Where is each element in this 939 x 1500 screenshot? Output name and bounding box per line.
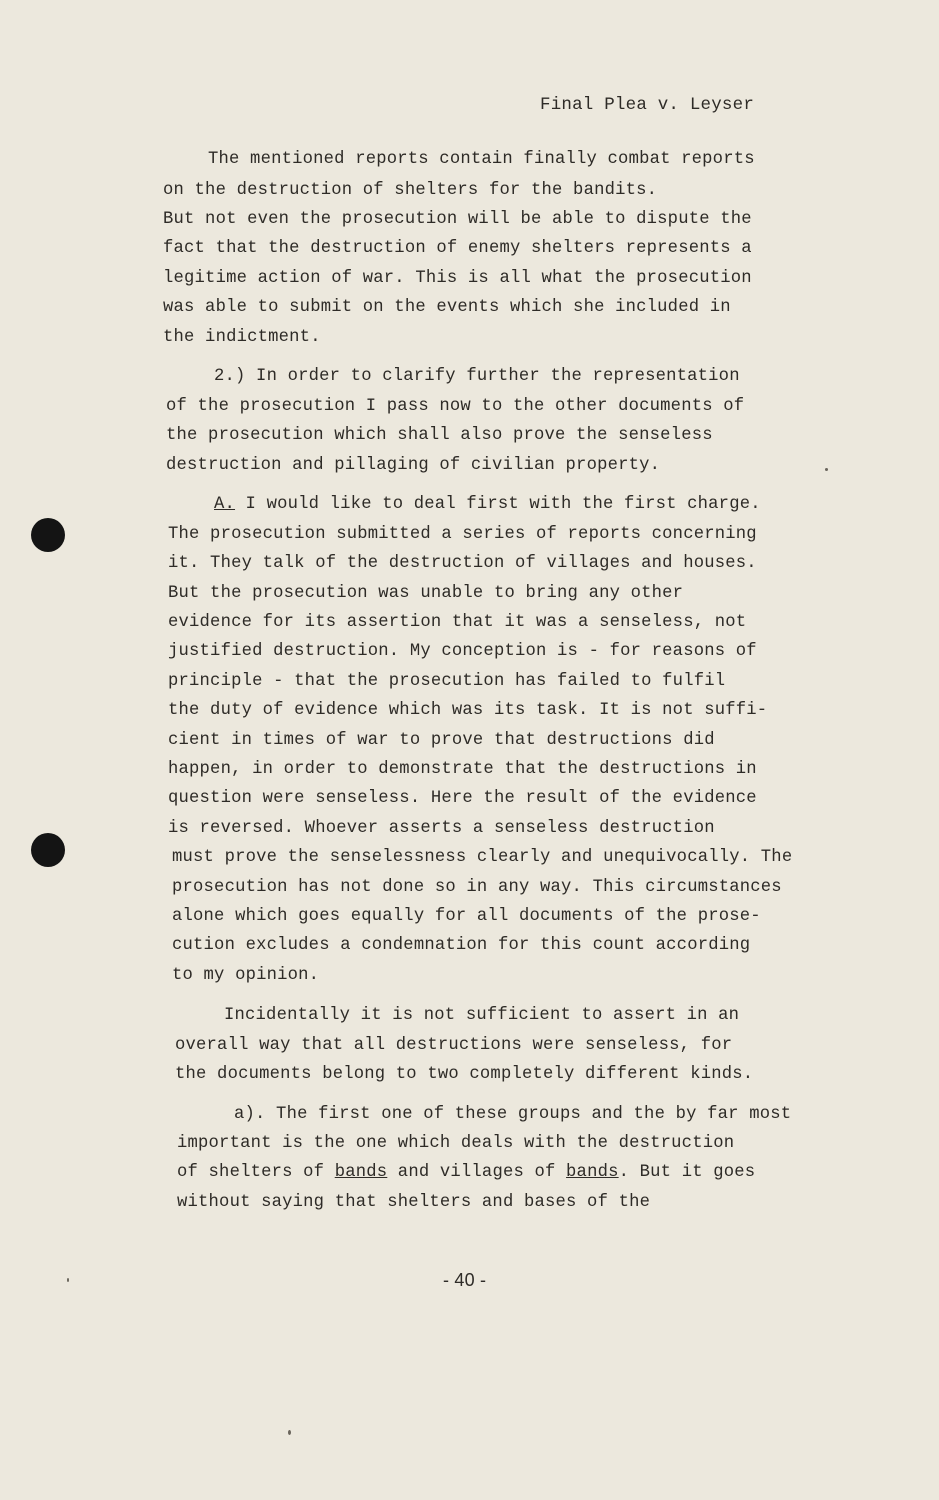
page-number: - 40 - [443, 1270, 487, 1290]
text-line [177, 1162, 755, 1184]
text-fragment: of shelters of [177, 1163, 335, 1182]
text-line [214, 494, 761, 516]
text-line: must prove the senselessness clearly and unequivocally. The [172, 848, 793, 867]
text-line: the prosecution which shall also prove the senseless [166, 426, 713, 445]
text-line: destruction and pillaging of civilian property. [166, 456, 661, 475]
text-line: without saying that shelters and bases of the [177, 1193, 651, 1212]
speck [825, 468, 828, 471]
text-line: cient in times of war to prove that destructions did [168, 731, 715, 750]
punch-hole [31, 833, 65, 867]
text-line: The prosecution submitted a series of reports concerning [168, 525, 757, 544]
text-line: happen, in order to demonstrate that the destructions in [168, 760, 757, 779]
text-line: evidence for its assertion that it was a senseless, not [168, 613, 747, 632]
text-line: was able to submit on the events which she included in [163, 298, 731, 317]
text-line: But the prosecution was unable to bring any other [168, 584, 684, 603]
underlined-word: bands [566, 1163, 619, 1182]
text-line: fact that the destruction of enemy shelters represents a [163, 239, 752, 258]
text-line: it. They talk of the destruction of villages and houses. [168, 554, 757, 573]
text-line: important is the one which deals with the destruction [177, 1134, 735, 1153]
text-line: cution excludes a condemnation for this count according [172, 936, 751, 955]
section-marker: A. [214, 495, 236, 514]
text-line: question were senseless. Here the result of the evidence [168, 789, 757, 808]
text-line: But not even the prosecution will be able to dispute the [163, 210, 752, 229]
punch-hole [31, 518, 65, 552]
underlined-word: bands [334, 1163, 388, 1182]
text-line: a). The first one of these groups and the by far most [234, 1105, 792, 1124]
text-line: The mentioned reports contain finally combat reports [208, 150, 755, 169]
text-fragment: and villages of [387, 1163, 567, 1182]
text-line: of the prosecution I pass now to the other documents of [166, 397, 745, 416]
text-line: principle - that the prosecution has failed to fulfil [168, 672, 726, 691]
text-line: the duty of evidence which was its task. It is not suffi- [168, 701, 768, 720]
text-line: justified destruction. My conception is - for reasons of [168, 642, 757, 661]
text-line: the indictment. [163, 328, 321, 347]
text-line: overall way that all destructions were senseless, for [175, 1036, 733, 1055]
text-fragment: . But it goes [618, 1163, 756, 1182]
text-line: 2.) In order to clarify further the representation [214, 367, 740, 386]
text-line: prosecution has not done so in any way. This circumstances [172, 878, 782, 897]
text-line: Incidentally it is not sufficient to assert in an [224, 1006, 740, 1025]
text-line: on the destruction of shelters for the bandits. [163, 181, 658, 200]
text-line: legitime action of war. This is all what the prosecution [163, 269, 752, 288]
text-line: is reversed. Whoever asserts a senseless destruction [168, 819, 715, 838]
running-header: Final Plea v. Leyser [540, 95, 755, 115]
text-line-rest: I would like to deal first with the first charge. [235, 495, 761, 514]
speck [67, 1278, 69, 1282]
text-line: the documents belong to two completely different kinds. [175, 1065, 754, 1084]
text-line: to my opinion. [172, 966, 320, 985]
text-line: alone which goes equally for all documents of the prose- [172, 907, 761, 926]
speck [288, 1430, 291, 1435]
